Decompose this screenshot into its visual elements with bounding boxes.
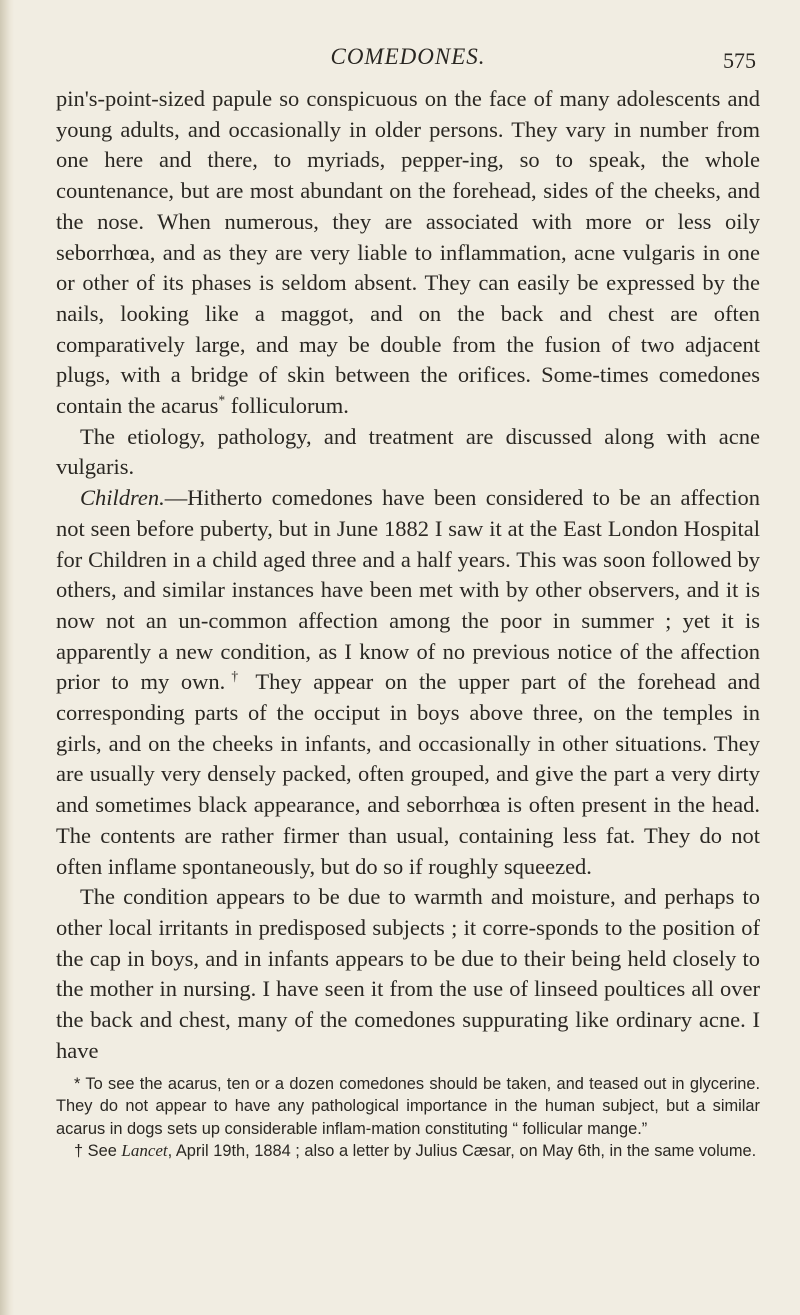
footnote-dagger — [56, 1140, 760, 1163]
paragraph-1 — [56, 84, 760, 422]
footnote-dagger-text: , April 19th, 1884 ; also a letter by Julius Cæsar, on May 6th, in the same volume. — [167, 1142, 757, 1160]
section-heading-children: Children. — [80, 485, 165, 511]
paragraph-1-text-end: folliculorum. — [225, 393, 349, 419]
journal-title: Lancet — [121, 1141, 168, 1160]
paragraph-children-text-end: They appear on the upper part of the forehead and corresponding parts of the occiput in boys above three, on the temples in girls, and on the cheeks in infants, and occasionally in other situations. They are usually very densely packed, often grouped, and give the part a very dirty and sometimes black appearance, and seborrhœa is often present in the head. The contents are rather firmer than usual, containing less fat. They do not often inflame spontaneously, but do so if roughly squeezed. — [56, 669, 761, 879]
running-title: COMEDONES. — [330, 44, 486, 69]
paragraph-children-text: —Hitherto comedones have been considered to be an affection not seen before puberty, but in June 1882 I saw it at the East London Hospital for Children in a child aged three and a half years. This was soon followed by others, and similar instances have been met with by other observers, and it is now not an un-common affection among the poor in summer ; yet it is apparently a new condition, as I know of no previous notice of the affection prior to my own. — [56, 485, 760, 695]
footnote-asterisk: * To see the acarus, ten or a dozen comedones should be taken, and teased out in glycerine. They do not appear to have any pathological importance in the human subject, but a similar acarus in dogs sets up considerable inflam-mation constituting “ follicular mange.” — [56, 1074, 760, 1138]
paragraph-2: The etiology, pathology, and treatment are discussed along with acne vulgaris. — [56, 423, 760, 480]
footnotes — [56, 1073, 760, 1163]
book-page — [56, 44, 760, 1163]
page-edge-shadow — [0, 0, 14, 1315]
footnote-dagger-lead: † See — [74, 1142, 122, 1160]
footnote-ref-asterisk: * — [218, 392, 226, 408]
page-header — [56, 44, 760, 84]
paragraph-1-text: pin's-point-sized papule so conspicuous on the face of many adolescents and young adults, and occasionally in older persons. They vary in number from one here and there, to myriads, pepper-ing, so to speak, the whole countenance, but are most abundant on the forehead, sides of the cheeks, and the nose. When numerous, they are associated with more or less oily seborrhœa, and as they are very liable to inflammation, acne vulgaris in one or other of its phases is seldom absent. They can easily be expressed by the nails, looking like a maggot, and on the back and chest are often comparatively large, and may be double from the fusion of two adjacent plugs, with a bridge of skin between the orifices. Some-times comedones contain the acarus — [56, 86, 760, 419]
paragraph-children — [56, 483, 760, 882]
footnote-ref-dagger: † — [225, 668, 245, 684]
page-number: 575 — [723, 48, 756, 73]
body-text — [56, 84, 760, 1067]
paragraph-4: The condition appears to be due to warmth and moisture, and perhaps to other local irritants in predisposed subjects ; it corre-sponds to the position of the cap in boys, and in infants appears to be due to their being held closely to the mother in nursing. I have seen it from the use of linseed poultices all over the back and chest, many of the comedones suppurating like ordinary acne. I have — [56, 884, 760, 1063]
